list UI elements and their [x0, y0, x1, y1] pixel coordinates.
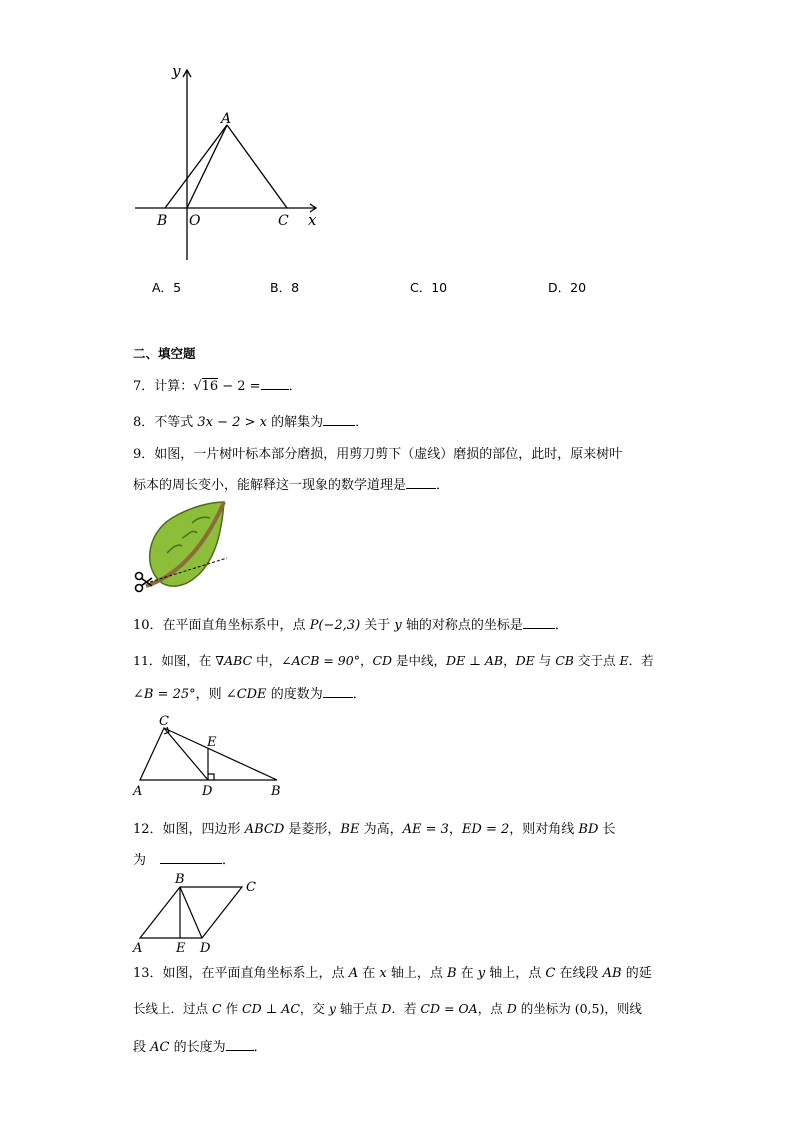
option-value: 5 [173, 280, 182, 295]
q13-text: ，则线 [604, 1001, 642, 1016]
q13-math: AC [150, 1040, 170, 1055]
q10-prefix: 10．在平面直角坐标系中，点 [133, 618, 310, 633]
option-letter: C． [410, 280, 432, 295]
question-7 [133, 375, 302, 394]
q11-text: 交于点 [573, 653, 620, 668]
question-13-line-1 [133, 962, 652, 981]
option-letter: A． [152, 280, 174, 295]
option-value: 8 [291, 280, 300, 295]
scissors-icon [136, 573, 153, 592]
answer-blank[interactable] [323, 413, 355, 426]
q12-math: AE = 3 [402, 822, 449, 837]
q12-end: ． [222, 853, 236, 868]
coordinate-figure [130, 60, 330, 265]
q9-line2: 标本的周长变小，能解释这一现象的数学道理是 [133, 478, 407, 493]
q11-text: ．若 [628, 653, 654, 668]
option-b[interactable] [270, 278, 299, 296]
median-cd [164, 728, 208, 780]
q12-text: ， [448, 822, 462, 837]
point-c-label: C [246, 880, 256, 895]
q11-math: E [619, 653, 629, 668]
q11-end: ． [352, 687, 366, 702]
q13-math: CD = OA [420, 1001, 478, 1016]
q13-math: CD ⊥ AC [242, 1001, 300, 1016]
q13-text: 在线段 [555, 966, 603, 981]
answer-blank[interactable] [160, 851, 222, 864]
segment-ba [165, 125, 227, 208]
q12-math: BE [340, 822, 360, 837]
segment-oa [187, 125, 227, 208]
q13-math: y [328, 1001, 336, 1016]
question-10 [133, 614, 568, 633]
q7-prefix: 7．计算： [133, 379, 194, 394]
q11-text: 11．如图，在 [133, 653, 216, 668]
point-a-label: A [133, 941, 143, 956]
q7-end: ． [288, 379, 302, 394]
segment-ac [227, 125, 287, 208]
point-b-label: B [271, 784, 281, 799]
option-letter: B． [270, 280, 292, 295]
point-d-label: D [200, 941, 211, 956]
q11-text: 是中线， [392, 653, 447, 668]
q13-text: ，交 [299, 1001, 329, 1016]
option-value: 20 [570, 280, 587, 295]
q12-math: BD [578, 822, 599, 837]
q12-text: 为高， [359, 822, 403, 837]
option-value: 10 [431, 280, 448, 295]
question-9-line-2 [133, 474, 449, 493]
q11-math: ∠B = 25° [133, 687, 196, 702]
q13-math: C [545, 966, 556, 981]
q11-math: ∠ACB = 90° [281, 653, 360, 668]
triangle-figure [130, 712, 290, 800]
q10-end: ． [554, 618, 568, 633]
q13-math: B [446, 966, 457, 981]
q11-text: 中， [252, 653, 282, 668]
point-e-label: E [176, 941, 186, 956]
answer-blank[interactable] [523, 616, 555, 629]
q13-text: 13．如图，在平面直角坐标系上，点 [133, 966, 349, 981]
x-axis-label: x [308, 211, 317, 229]
q13-math: D [506, 1001, 517, 1016]
q11-math: CB [555, 653, 574, 668]
point-a-label: A [133, 784, 143, 799]
sqrt-symbol: √ [193, 379, 202, 394]
q13-text: 在 [456, 966, 478, 981]
option-d[interactable] [548, 278, 586, 296]
q11-text: ， [359, 653, 373, 668]
q8-expr: 3x − 2 > x [197, 415, 267, 430]
sqrt-radicand: 16 [201, 379, 219, 394]
q12-math: ED = 2 [461, 822, 510, 837]
answer-blank[interactable] [261, 377, 289, 390]
question-12-line-1 [133, 818, 616, 837]
answer-blank[interactable] [226, 1038, 254, 1051]
point-b-label: B [157, 213, 168, 229]
leaf-blade [150, 502, 224, 586]
point-c-label: C [159, 714, 169, 729]
y-axis-label: y [172, 62, 181, 80]
q12-math: ABCD [244, 822, 285, 837]
option-letter: D． [548, 280, 571, 295]
q13-text: 的延 [621, 966, 652, 981]
point-a-label: A [221, 111, 232, 127]
section-title: 二、填空题 [133, 346, 196, 361]
q11-text: 的度数为 [266, 687, 323, 702]
q13-text: 轴上，点 [386, 966, 447, 981]
q11-text: ， [503, 653, 516, 668]
q12-text: 长 [598, 822, 616, 837]
q11-math: ∠CDE [225, 687, 267, 702]
q8-prefix: 8．不等式 [133, 415, 198, 430]
q13-math: D [381, 1001, 392, 1016]
option-a[interactable] [152, 278, 181, 296]
q11-text: ，则 [195, 687, 226, 702]
answer-blank[interactable] [323, 685, 353, 698]
question-11-line-2 [133, 683, 366, 702]
q13-text: 在 [358, 966, 380, 981]
q10-axis: y [394, 618, 402, 633]
q12-text: ，则对角线 [509, 822, 579, 837]
q12-text: 为 [133, 853, 147, 868]
q13-text: 长线上．过点 [133, 1001, 212, 1016]
q11-math: DE [515, 653, 535, 668]
q13-math: x [379, 966, 387, 981]
question-9-line-1: 9．如图，一片树叶标本部分磨损，用剪刀剪下（虚线）磨损的部位，此时，原来树叶 [133, 447, 623, 462]
question-12-line-2 [133, 849, 235, 868]
diagonal-bd [180, 887, 202, 938]
q13-text: 作 [221, 1001, 243, 1016]
point-o-label: O [189, 213, 201, 229]
q12-text: 是菱形， [284, 822, 341, 837]
question-13-line-3 [133, 1036, 267, 1055]
q7-expr-tail: − 2 = [218, 379, 261, 394]
leaf-figure [132, 498, 232, 598]
point-d-label: D [202, 784, 213, 799]
q13-text: ．若 [391, 1001, 421, 1016]
q13-text: 段 [133, 1040, 151, 1055]
q10-suffix: 轴的对称点的坐标是 [401, 618, 523, 633]
q13-math: A [348, 966, 359, 981]
q11-text: 与 [534, 653, 556, 668]
q13-text: 轴上，点 [485, 966, 546, 981]
question-8 [133, 411, 368, 430]
point-c-label: C [278, 213, 289, 229]
q13-math: (0,5) [574, 1001, 605, 1016]
q10-mid: 关于 [360, 618, 395, 633]
q13-math: y [477, 966, 486, 981]
q13-end: ． [253, 1040, 267, 1055]
right-angle-mark-d [208, 774, 214, 780]
q12-text: 12．如图，四边形 [133, 822, 245, 837]
q8-end: ． [355, 415, 369, 430]
point-e-label: E [207, 735, 217, 750]
point-b-label: B [175, 872, 185, 887]
q13-text: 轴于点 [335, 1001, 382, 1016]
q13-math: AB [602, 966, 622, 981]
rhombus-figure [130, 870, 265, 958]
q10-point: P(−2,3) [309, 618, 361, 633]
answer-blank[interactable] [406, 476, 436, 489]
question-11-line-1 [133, 651, 654, 669]
q13-text: 的坐标为 [516, 1001, 575, 1016]
q13-math: C [211, 1001, 222, 1016]
q8-suffix: 的解集为 [266, 415, 324, 430]
q9-end: ． [436, 478, 450, 493]
option-c[interactable] [410, 278, 447, 296]
q11-math: CD [372, 653, 393, 668]
question-13-line-2 [133, 999, 642, 1017]
q13-text: 的长度为 [169, 1040, 226, 1055]
q13-text: ，点 [477, 1001, 507, 1016]
q11-math: DE ⊥ AB [446, 653, 504, 668]
q11-math: ∇ABC [215, 653, 253, 668]
